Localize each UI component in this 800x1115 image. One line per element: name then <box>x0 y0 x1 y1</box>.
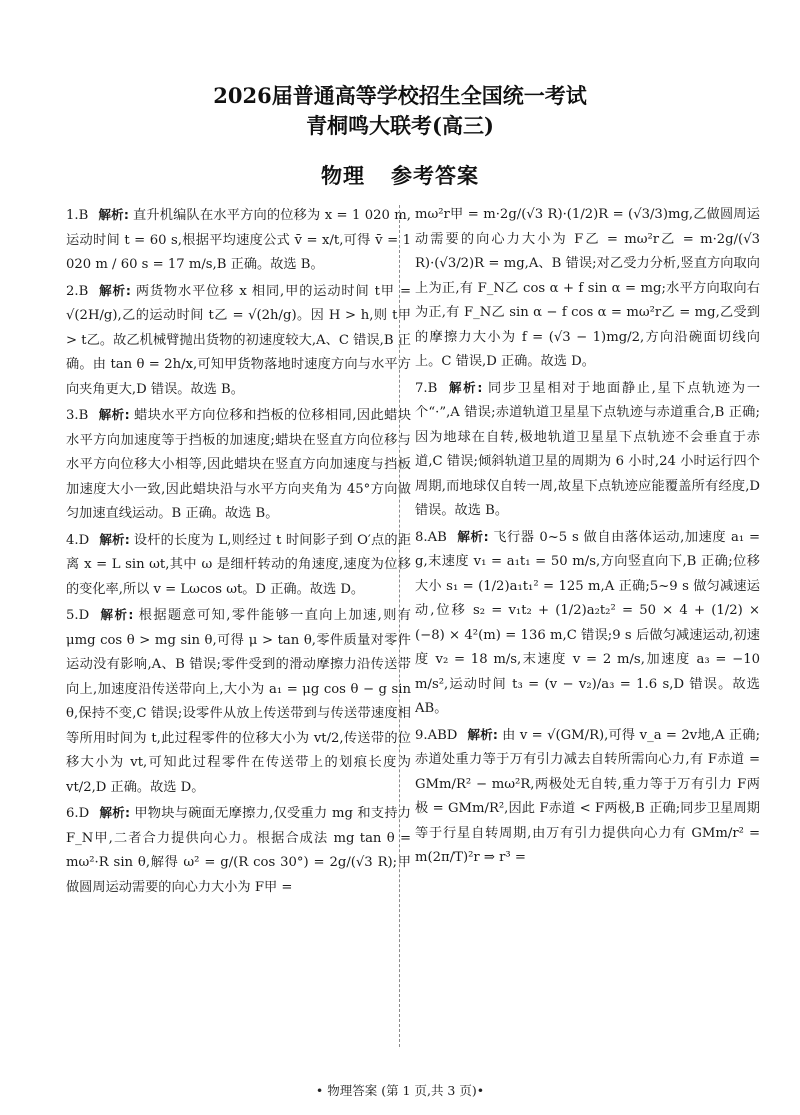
answer-text: 两货物水平位移 x 相同,甲的运动时间 t甲 = √(2H/g),乙的运动时间 t乙 = √(2h/g)。因 H > h,则 t甲 > t乙。故乙机械臂抛出货物的初速度较大,A、C 错误,B 正确。由 tan θ = 2h/x,可知甲货物落地时速度方向与水平方向夹角更大,D 错误。故选 B。 <box>66 283 411 397</box>
analysis-tag: 解析: <box>456 528 489 544</box>
answer-text: 由 v = √(GM/R),可得 v_a = 2v地,A 正确;赤道处重力等于万有引力减去自转所需向心力,有 F赤道 = GMm/R² − mω²R,两极处无自转,重力等于万有引力 F两极 = GMm/R²,因此 F赤道 < F两极,B 正确;同步卫星周期等于行星自转周期,由万有引力提供向心力有 GMm/r² = m(2π/T)²r ⇒ r³ = <box>415 727 760 865</box>
answer-number: 3.B <box>66 408 89 423</box>
answer-number: 8.AB <box>415 529 447 545</box>
answer-text: 根据题意可知,零件能够一直向上加速,则有 μmg cos θ > mg sin θ,可得 μ > tan θ,零件质量对零件运动没有影响,A、B 错误;零件受到的滑动摩擦力沿传送带向上,加速度沿传送带向上,大小为 a₁ = μg cos θ − g sin θ,保持不变,C 错误;设零件从放上传送带到与传送带速度相等所用时间为 t,此过程零件的位移大小为 vt/2,传送带的位移大小为 vt,可知此过程零件在传送带上的划痕长度为 vt/2,D 正确。故选 D。 <box>66 608 411 795</box>
analysis-tag: 解析: <box>98 407 130 422</box>
answer-number: 1.B <box>66 208 89 223</box>
answer-text: 同步卫星相对于地面静止,星下点轨迹为一个“·”,A 错误;赤道轨道卫星星下点轨迹与赤道重合,B 正确;因为地球在自转,极地轨道卫星星下点轨迹不会垂直于赤道,C 错误;倾斜轨道卫星的周期为 6 小时,24 小时运行四个周期,而地球仅自转一周,故星下点轨迹应能覆盖所有经度,D 错误。故选 B。 <box>415 380 760 518</box>
analysis-tag: 解析: <box>99 531 130 547</box>
analysis-tag: 解析: <box>467 726 498 742</box>
section-heading <box>0 160 800 190</box>
analysis-tag: 解析: <box>98 282 131 298</box>
answer-title: 参考答案 <box>391 163 479 188</box>
analysis-tag: 解析: <box>99 607 134 622</box>
answer-text: mω²r甲 = m·2g/(√3 R)·(1/2)R = (√3/3)mg,乙做圆周运动需要的向心力大小为 F乙 = mω²r乙 = m·2g/(√3 R)·(√3/2)R = mg,A、B 错误;对乙受力分析,竖直方向取向上为正,有 F_N乙 cos α + f sin α = mg;水平方向取向右为正,有 F_N乙 sin α − f cos α = mω²r乙 = mg,乙受到的摩擦力大小为 f = (√3 − 1)mg/2,方向沿碗面切线向上。C 错误,D 正确。故选 D。 <box>415 207 760 369</box>
answer-text: 蜡块水平方向位移和挡板的位移相同,因此蜡块水平方向加速度等于挡板的加速度;蜡块在竖直方向位移与水平方向位移大小相等,因此蜡块在竖直方向加速度与挡板加速度大小一致,因此蜡块沿与水平方向夹角为 45°方向做匀加速直线运动。B 正确。故选 B。 <box>66 408 411 521</box>
exam-subtitle: 青桐鸣大联考(高三) <box>306 113 494 138</box>
subject-label: 物理 <box>321 163 365 188</box>
answer-text: 直升机编队在水平方向的位移为 x = 1 020 m,运动时间 t = 60 s,根据平均速度公式 v̄ = x/t,可得 v̄ = 1 020 m / 60 s = 17 m/s,B 正确。故选 B。 <box>66 208 411 272</box>
answer-item <box>66 801 411 900</box>
answer-item-continued <box>415 203 760 375</box>
answer-item <box>66 403 411 527</box>
answer-number: 5.D <box>66 608 90 623</box>
left-column <box>66 203 411 1051</box>
analysis-tag: 解析: <box>98 207 129 222</box>
answer-text: 设杆的长度为 L,则经过 t 时间影子到 O′点的距离 x = L sin ωt,其中 ω 是细杆转动的角速度,速度为位移的变化率,所以 v = Lωcos ωt。D 正确。故选 D。 <box>66 532 411 597</box>
answer-item <box>66 528 411 603</box>
exam-title: 2026届普通高等学校招生全国统一考试 <box>213 83 587 108</box>
column-divider <box>399 205 400 1047</box>
answer-number: 6.D <box>66 806 90 821</box>
answer-number: 9.ABD <box>415 727 458 743</box>
answer-item <box>415 525 760 722</box>
answer-item <box>415 723 760 871</box>
analysis-tag: 解析: <box>447 379 483 395</box>
answer-item <box>66 203 411 278</box>
answer-item <box>66 603 411 800</box>
page-footer: • 物理答案 (第 1 页,共 3 页)• <box>315 1083 485 1098</box>
answer-item <box>66 279 411 403</box>
answer-number: 4.D <box>66 532 90 548</box>
answer-number: 7.B <box>415 380 438 396</box>
right-column <box>415 203 760 1051</box>
analysis-tag: 解析: <box>99 805 131 820</box>
answer-item <box>415 376 760 524</box>
answer-text: 飞行器 0~5 s 做自由落体运动,加速度 a₁ = g,末速度 v₁ = a₁t₁ = 50 m/s,方向竖直向下,B 正确;位移大小 s₁ = (1/2)a₁t₁² = 125 m,A 正确;5~9 s 做匀减速运动,位移 s₂ = v₁t₂ + (1/2)a₂t₂² = 50 × 4 + (1/2) × (−8) × 4²(m) = 136 m,C 错误;9 s 后做匀减速运动,初速度 v₂ = 18 m/s,末速度 v = 2 m/s,加速度 a₃ = −10 m/s²,运动时间 t₃ = (v − v₂)/a₃ = 1.6 s,D 错误。故选 AB。 <box>415 529 760 716</box>
answer-number: 2.B <box>66 283 89 299</box>
answer-text: 甲物块与碗面无摩擦力,仅受重力 mg 和支持力 F_N甲,二者合力提供向心力。根据合成法 mg tan θ = mω²·R sin θ,解得 ω² = g/(R cos 30°) = 2g/(√3 R);甲做圆周运动需要的向心力大小为 F甲 = <box>66 806 411 895</box>
